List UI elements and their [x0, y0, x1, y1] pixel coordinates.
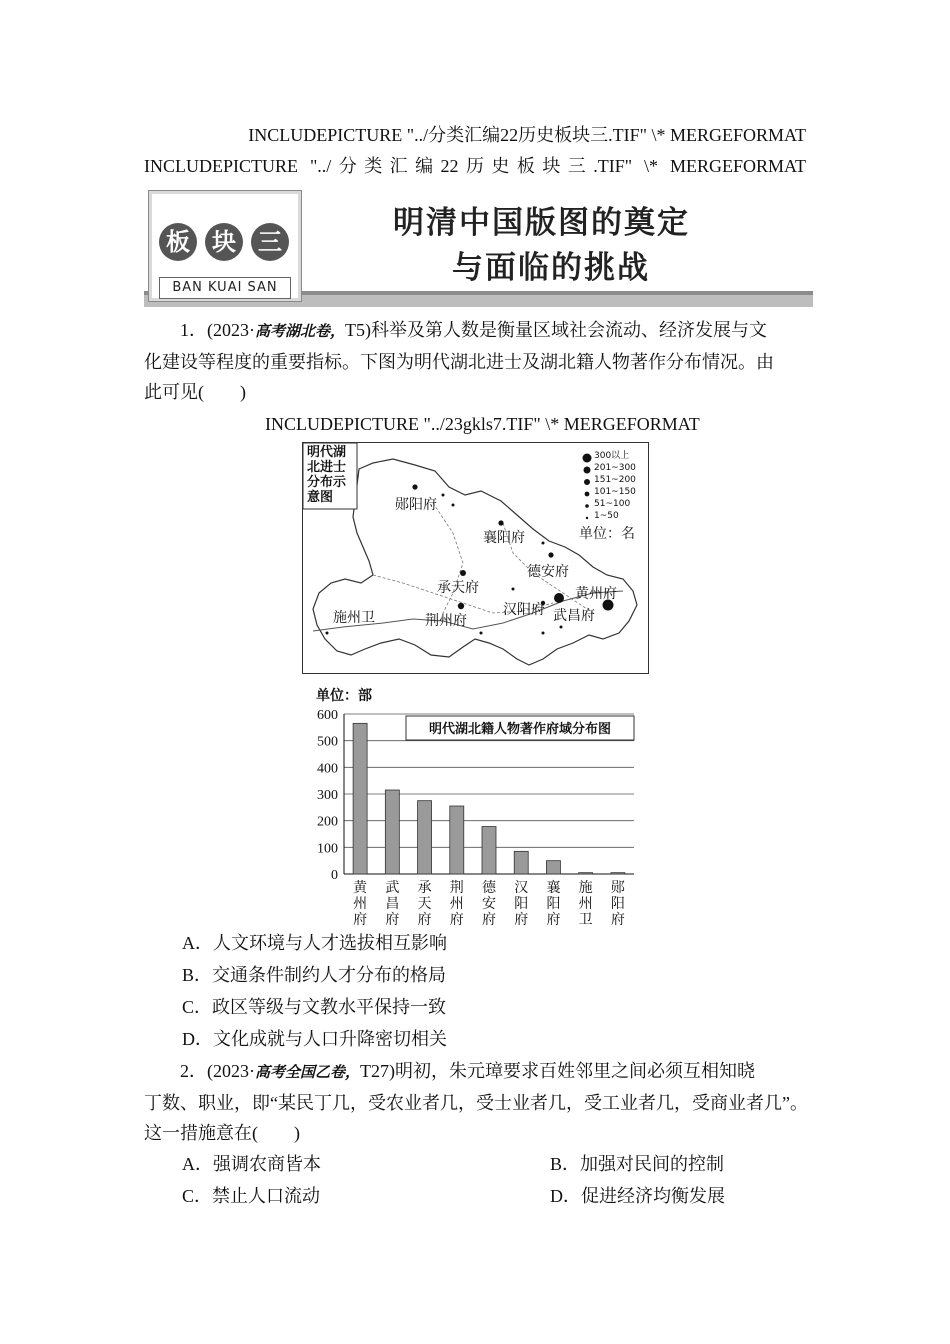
legend-dot-3 — [584, 479, 590, 485]
bar-6 — [546, 861, 560, 874]
x-tick-label-5: 汉阳府 — [514, 880, 529, 928]
dot-minor-5 — [560, 626, 563, 629]
q1-source: 高考湖北卷， — [255, 322, 346, 340]
chart-unit: 单位：部 — [316, 688, 372, 704]
dot-minor-2 — [452, 504, 455, 507]
x-tick-label-3: 荆州府 — [449, 880, 464, 928]
bar-8 — [611, 873, 625, 874]
q2-stem-line-2: 丁数、职业，即“某民丁几，受农业者几，受士业者几，受工业者几，受商业者几”。 — [144, 1093, 808, 1113]
q1-option-b[interactable]: B．交通条件制约人才分布的格局 — [182, 965, 447, 985]
q1-includepicture: INCLUDEPICTURE "../23gkls7.TIF" \* MERGEFORMAT — [265, 414, 700, 434]
y-tick-label-5: 500 — [317, 734, 338, 750]
q2-source: 高考全国乙卷， — [255, 1063, 361, 1081]
x-tick-label-2: 承天府 — [417, 880, 432, 928]
y-tick-label-0: 0 — [331, 868, 338, 883]
legend-dot-5 — [585, 504, 589, 508]
legend-label-2: 201~300 — [594, 463, 636, 473]
badge-char-3: 三 — [251, 223, 289, 261]
y-tick-label-2: 200 — [317, 814, 338, 830]
jinshi-map — [302, 442, 649, 674]
y-tick-label-3: 300 — [317, 788, 338, 803]
q2-stem-rest: T27)明初，朱元璋要求百姓邻里之间必须互相知晓 — [360, 1061, 756, 1081]
dot-shizhou — [326, 632, 329, 635]
y-tick-label-6: 600 — [317, 708, 338, 723]
x-tick-label-8: 郧阳府 — [610, 880, 625, 928]
bar-4 — [482, 827, 496, 874]
map-title-line-3: 分布示 — [307, 475, 347, 490]
badge-char-1: 板 — [159, 223, 197, 261]
dot-wuchang — [554, 593, 564, 603]
includepicture-line-1: INCLUDEPICTURE "../分类汇编22历史板块三.TIF" \* MERGEFORMAT — [248, 125, 806, 145]
chart-title: 明代湖北籍人物著作府域分布图 — [428, 722, 612, 737]
q1-stem-line-1 — [180, 318, 806, 343]
q1-stem-rest: T5)科举及第人数是衡量区域社会流动、经济发展与文 — [345, 320, 768, 340]
q2-number: 2．(2023· — [180, 1061, 255, 1081]
legend-label-5: 51~100 — [594, 499, 631, 509]
q2-option-c[interactable]: C．禁止人口流动 — [182, 1186, 321, 1206]
dot-minor-1 — [442, 494, 445, 497]
map-unit: 单位：名 — [579, 526, 635, 542]
dot-minor-4 — [512, 588, 515, 591]
dot-yunyang — [412, 484, 417, 489]
label-jingzhou: 荆州府 — [425, 614, 467, 629]
x-tick-label-6: 襄阳府 — [546, 880, 561, 928]
q1-option-a[interactable]: A．人文环境与人才选拔相互影响 — [182, 933, 447, 953]
legend-label-6: 1~50 — [594, 511, 619, 521]
q2-option-a[interactable]: A．强调农商皆本 — [182, 1154, 321, 1174]
legend-label-1: 300以上 — [594, 451, 630, 461]
y-tick-label-1: 100 — [317, 841, 338, 857]
section-title-line-1: 明清中国版图的奠定 — [393, 205, 690, 241]
dot-jingzhou — [458, 603, 464, 609]
book-distribution-chart — [300, 700, 650, 932]
section-badge — [148, 190, 302, 302]
bar-2 — [418, 801, 432, 874]
hubei-outline — [313, 459, 637, 665]
map-title-line-2: 北进士 — [307, 460, 347, 475]
legend-dot-4 — [585, 492, 590, 497]
q1-stem-line-2: 化建设等程度的重要指标。下图为明代湖北进士及湖北籍人物著作分布情况。由 — [144, 352, 774, 372]
q2-option-b[interactable]: B．加强对民间的控制 — [550, 1154, 725, 1174]
dot-minor-7 — [480, 632, 483, 635]
bar-1 — [385, 790, 399, 874]
label-wuchang: 武昌府 — [553, 609, 595, 624]
dot-minor-3 — [542, 542, 545, 545]
bar-3 — [450, 806, 464, 874]
q1-stem-line-3: 此可见( ) — [144, 382, 246, 402]
map-title-line-1: 明代湖 — [307, 445, 347, 460]
q2-stem-line-1 — [180, 1059, 806, 1084]
q1-option-d[interactable]: D．文化成就与人口升降密切相关 — [182, 1029, 447, 1049]
bar-0 — [353, 723, 367, 874]
map-title-line-4: 意图 — [307, 490, 334, 505]
x-tick-label-4: 德安府 — [482, 880, 496, 928]
q2-stem-line-3: 这一措施意在( ) — [144, 1123, 300, 1143]
legend-dot-2 — [584, 467, 591, 474]
badge-char-2: 块 — [205, 223, 243, 261]
label-yunyang: 郧阳府 — [395, 498, 437, 513]
label-shizhou: 施州卫 — [333, 611, 375, 626]
x-tick-label-0: 黄州府 — [353, 880, 368, 928]
q1-option-c[interactable]: C．政区等级与文教水平保持一致 — [182, 997, 447, 1017]
legend-label-3: 151~200 — [594, 475, 636, 485]
dot-minor-6 — [542, 632, 545, 635]
dot-chengtian — [460, 570, 466, 576]
badge-pinyin: BAN KUAI SAN — [159, 277, 291, 299]
label-hanyang: 汉阳府 — [503, 603, 545, 618]
bar-7 — [579, 873, 593, 874]
x-tick-label-7: 施州卫 — [578, 880, 593, 928]
legend-dot-1 — [583, 454, 592, 463]
label-huangzhou: 黄州府 — [575, 587, 617, 602]
dot-de-an — [548, 552, 553, 557]
q2-option-d[interactable]: D．促进经济均衡发展 — [550, 1186, 725, 1206]
label-chengtian: 承天府 — [437, 581, 479, 596]
y-tick-label-4: 400 — [317, 761, 338, 777]
dot-xiangyang — [498, 520, 503, 525]
label-de-an: 德安府 — [527, 565, 569, 580]
legend-label-4: 101~150 — [594, 487, 636, 497]
includepicture-line-2: INCLUDEPICTURE "../分类汇编22历史板块三.TIF" \* MERGEFORMAT — [144, 156, 806, 176]
x-tick-label-1: 武昌府 — [385, 880, 400, 928]
label-xiangyang: 襄阳府 — [483, 531, 525, 546]
legend-dot-6 — [586, 517, 588, 519]
bar-5 — [514, 851, 528, 874]
section-title-line-2: 与面临的挑战 — [452, 250, 650, 286]
q1-number: 1．(2023· — [180, 320, 255, 340]
